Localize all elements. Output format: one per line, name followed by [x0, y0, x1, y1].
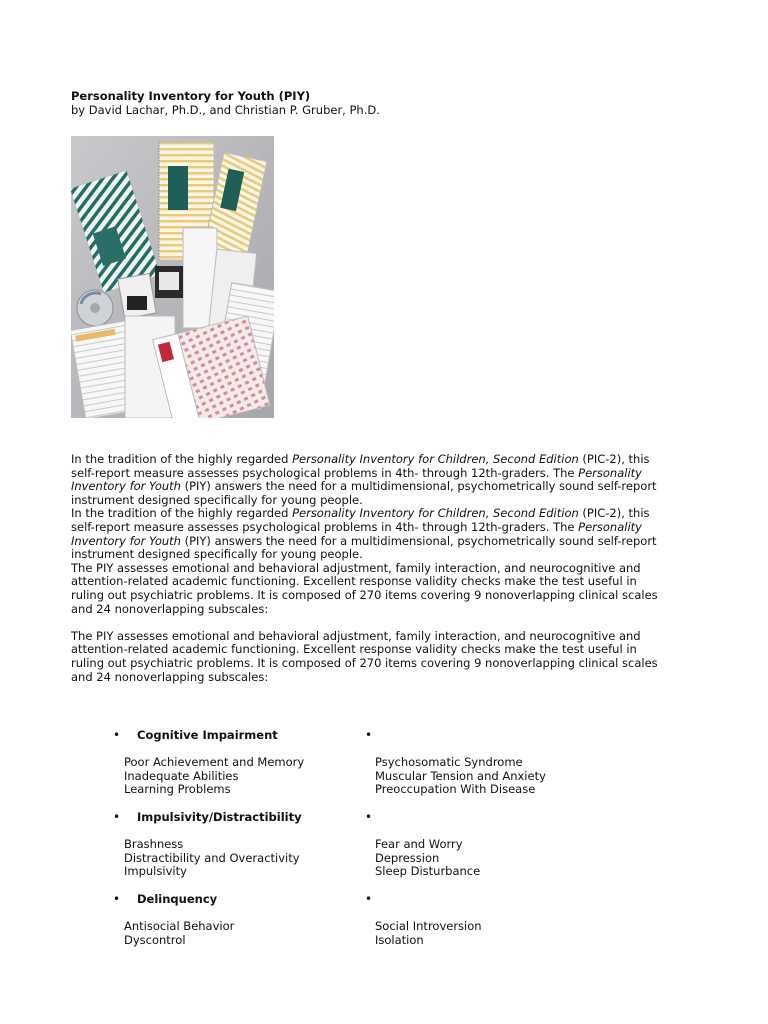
intro-text: In the tradition of the highly regarded: [71, 452, 293, 466]
subscale-item: Antisocial Behavior: [124, 919, 235, 933]
subscale-item: Dyscontrol: [124, 932, 186, 947]
subscale-item: Social Introversion: [375, 919, 482, 933]
subscale-item: Depression: [375, 850, 440, 865]
scale-group: [365, 811, 605, 893]
subscale-item: Preoccupation With Disease: [375, 782, 536, 797]
scales-column-right: [365, 729, 605, 975]
scale-group: [365, 729, 605, 811]
assessment-paragraph: The PIY assesses emotional and behavioral adjustment, family interaction, and neurocognitive and attention-related academic functioning. Excellent response validity checks make the test useful in ruling out psychiatric problems. It is composed of 270 items covering 9 nonoverlapping clinical scales and 24 nonoverlapping subscales:: [71, 560, 658, 616]
document-header: [71, 90, 671, 117]
bullet-icon: •: [365, 810, 373, 824]
intro-text: (PIC-2), this self-report measure assesses psychological problems in 4th- through 12th-graders. The: [71, 506, 650, 534]
subscale-item: Inadequate Abilities: [124, 768, 239, 783]
scale-group: [113, 811, 353, 893]
subscale-list: [375, 756, 546, 797]
subscale-item: Psychosomatic Syndrome: [375, 755, 523, 769]
description-body: [71, 453, 661, 684]
subscale-item: Muscular Tension and Anxiety: [375, 768, 546, 783]
scale-group: [365, 893, 605, 975]
piy-title: Personality Inventory for Youth: [71, 465, 642, 494]
subscale-list: [375, 838, 480, 879]
bullet-icon: •: [365, 892, 373, 906]
intro-text: (PIY) answers the need for a multidimensional, psychometrically sound self-report instrument designed specifically for young people.: [71, 479, 657, 507]
scale-group: [113, 893, 353, 975]
subscale-item: Fear and Worry: [375, 837, 463, 851]
bullet-icon: •: [365, 728, 373, 742]
subscale-list: [124, 756, 304, 797]
scale-heading: Cognitive Impairment: [137, 728, 278, 742]
bullet-icon: •: [113, 728, 121, 742]
bullet-icon: •: [113, 892, 121, 906]
subscale-item: Poor Achievement and Memory: [124, 755, 305, 769]
intro-text: (PIY) answers the need for a multidimensional, psychometrically sound self-report instrument designed specifically for young people.: [71, 533, 657, 562]
scale-heading: Delinquency: [137, 892, 218, 906]
subscale-item: Sleep Disturbance: [375, 864, 481, 879]
intro-paragraph: [71, 453, 661, 507]
scale-group: [113, 729, 353, 811]
subscale-item: Brashness: [124, 837, 184, 851]
subscale-item: Impulsivity: [124, 864, 187, 879]
intro-paragraph-repeat: [71, 507, 661, 561]
page-title: Personality Inventory for Youth (PIY): [71, 89, 311, 103]
scales-column-left: [113, 729, 353, 975]
pic2-title: Personality Inventory for Children, Second Edition: [292, 452, 579, 466]
intro-text: (PIC-2), this self-report measure assesses psychological problems in 4th- through 12th-graders. The: [71, 452, 650, 480]
scale-heading: Impulsivity/Distractibility: [137, 810, 302, 824]
subscale-list: [124, 838, 300, 879]
bullet-icon: •: [113, 810, 121, 824]
subscale-item: Learning Problems: [124, 782, 231, 797]
subscale-item: Isolation: [375, 932, 424, 947]
subscale-list: [375, 920, 482, 947]
assessment-paragraph-repeat: The PIY assesses emotional and behavioral adjustment, family interaction, and neurocognitive and attention-related academic functioning. Excellent response validity checks make the test useful in ruling out psychiatric problems. It is composed of 270 items covering 9 nonoverlapping clinical scales and 24 nonoverlapping subscales:: [71, 628, 658, 684]
intro-text: In the tradition of the highly regarded: [71, 506, 293, 521]
author-byline: by David Lachar, Ph.D., and Christian P. Gruber, Ph.D.: [71, 102, 380, 117]
product-kit-photo-icon: [71, 136, 274, 418]
subscale-list: [124, 920, 234, 947]
piy-title: Personality Inventory for Youth: [71, 519, 642, 548]
subscale-item: Distractibility and Overactivity: [124, 850, 300, 865]
pic2-title: Personality Inventory for Children, Second Edition: [292, 506, 579, 521]
